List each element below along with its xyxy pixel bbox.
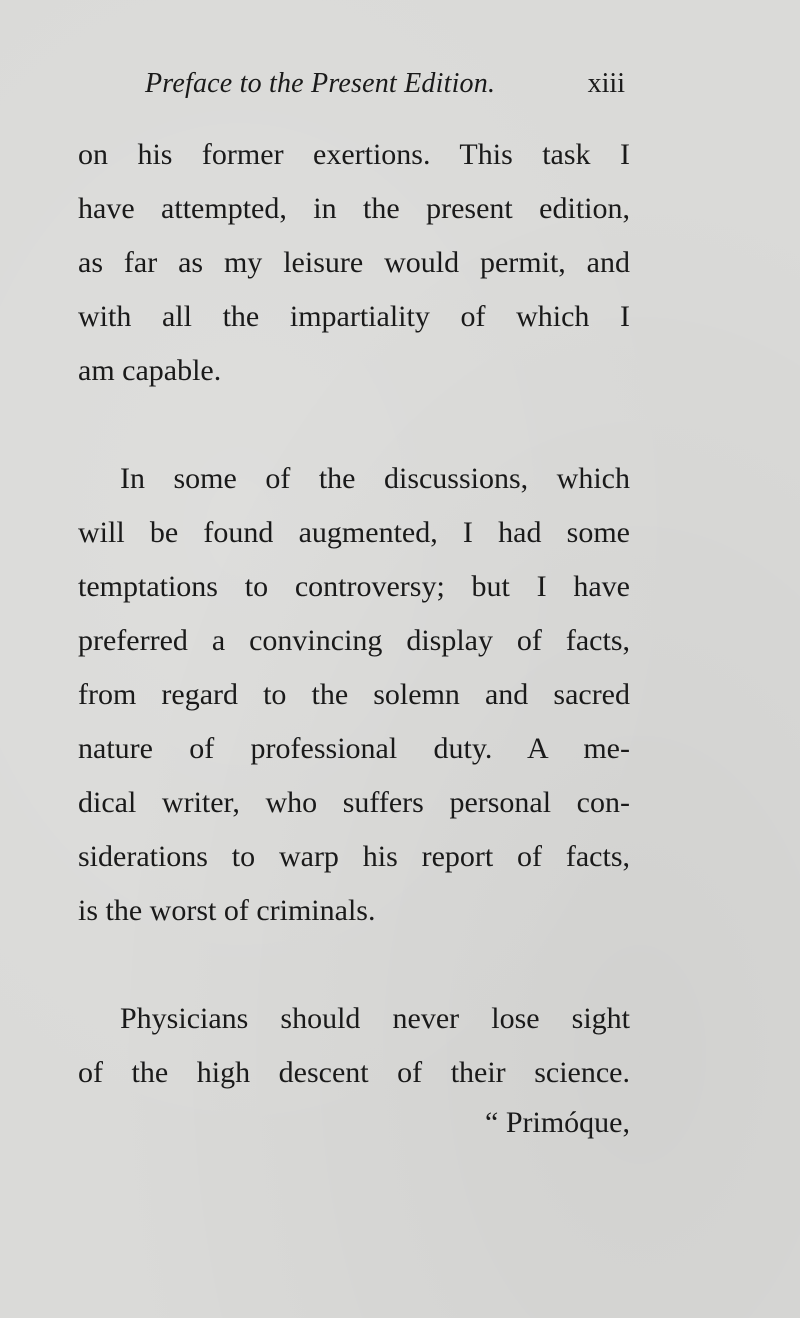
text-line: preferred a convincing display of facts, xyxy=(78,624,630,657)
text-line: have attempted, in the present edition, xyxy=(78,192,630,225)
text-line: with all the impartiality of which I xyxy=(78,300,630,333)
text-line: nature of professional duty. A me- xyxy=(78,732,630,765)
body-text xyxy=(78,128,630,1100)
text-line: is the worst of criminals. xyxy=(78,894,376,927)
paragraph-2 xyxy=(78,452,630,938)
text-line: will be found augmented, I had some xyxy=(78,516,630,549)
running-title: Preface to the Present Edition. xyxy=(145,68,496,99)
running-head xyxy=(145,68,625,108)
page-number: xiii xyxy=(587,68,625,99)
paragraph-1 xyxy=(78,128,630,398)
text-line: am capable. xyxy=(78,354,222,387)
catchword: “ Primóque, xyxy=(485,1106,630,1139)
text-line: dical writer, who suffers personal con- xyxy=(78,786,630,819)
text-line: In some of the discussions, which xyxy=(120,462,630,495)
text-line: as far as my leisure would permit, and xyxy=(78,246,630,279)
text-line: siderations to warp his report of facts, xyxy=(78,840,630,873)
text-line: Physicians should never lose sight xyxy=(120,1002,630,1035)
paragraph-3 xyxy=(78,992,630,1100)
text-line: of the high descent of their science. xyxy=(78,1056,630,1089)
text-line: from regard to the solemn and sacred xyxy=(78,678,630,711)
text-line: on his former exertions. This task I xyxy=(78,138,630,171)
text-line: temptations to controversy; but I have xyxy=(78,570,630,603)
